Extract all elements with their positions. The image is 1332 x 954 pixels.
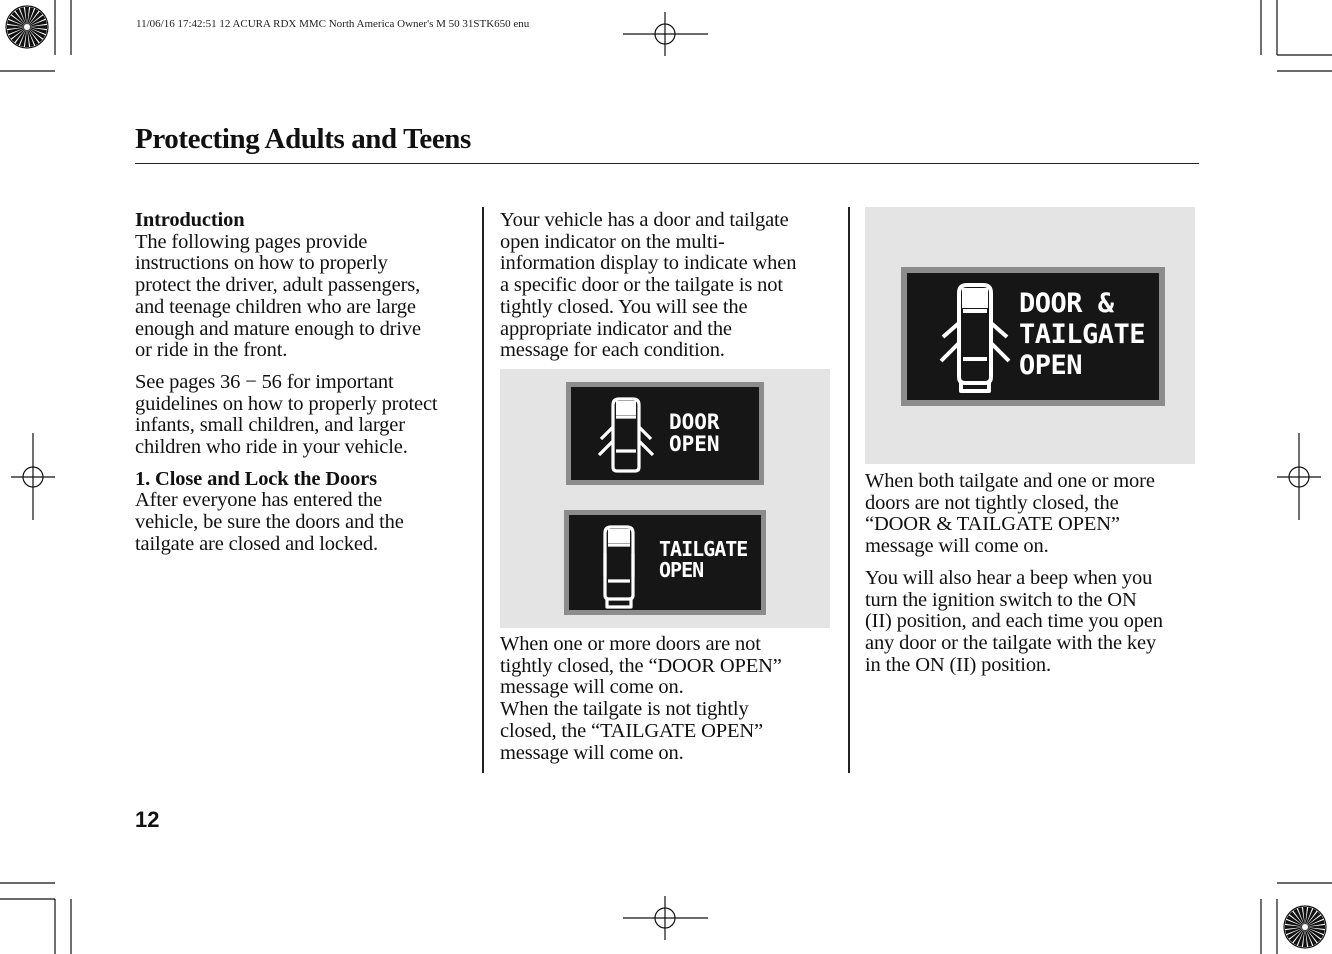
- car-all-open-icon: [929, 279, 1021, 395]
- column-divider-1: [482, 207, 484, 773]
- column-divider-2: [848, 207, 850, 773]
- title-rule: [135, 163, 1199, 164]
- door-and-tailgate-open-display: [901, 267, 1165, 406]
- print-info-line: 11/06/16 17:42:51 12 ACURA RDX MMC North America Owner's M 50 31STK650 enu: [136, 18, 530, 30]
- intro-heading: Introduction: [135, 209, 245, 231]
- door-and-tailgate-display-figure: [865, 207, 1195, 464]
- door-tailgate-display-figure: [500, 369, 830, 628]
- door-open-display-text: DOOR OPEN: [669, 410, 720, 457]
- door-and-tailgate-caption: When both tailgate and one or more doors are not tightly closed, the “DOOR & TAILGATE OPEN” message will come on.: [865, 470, 1155, 558]
- step1-heading: 1. Close and Lock the Doors: [135, 467, 377, 490]
- tailgate-open-display: [564, 510, 766, 615]
- tailgate-open-display-text: TAILGATE OPEN: [659, 537, 748, 582]
- tailgate-open-caption: When the tailgate is not tightly closed, the “TAILGATE OPEN” message will come on.: [500, 698, 764, 764]
- beep-text: You will also hear a beep when you turn the ignition switch to the ON (II) position, and each time you open any door or the tailgate with the key in the ON (II) position.: [865, 566, 1163, 676]
- door-and-tailgate-display-text: DOOR & TAILGATE OPEN: [1019, 288, 1146, 381]
- column-2-intro: [500, 210, 840, 362]
- car-tailgate-open-icon: [589, 519, 649, 609]
- step1-text: After everyone has entered the vehicle, be sure the doors and the tailgate are closed and locked.: [135, 489, 404, 555]
- column-3-text: [865, 471, 1205, 676]
- indicator-intro-text: Your vehicle has a door and tailgate open indicator on the multi- information display to indicate when a specific door or the tailgate is not tightly closed. You will see the appropriate indicator and the message for each condition.: [500, 209, 797, 362]
- column-1: [135, 210, 475, 556]
- door-open-display: [566, 382, 764, 485]
- page-title: Protecting Adults and Teens: [135, 123, 471, 155]
- see-pages-text: See pages 36 − 56 for important guidelines on how to properly protect infants, small children, and larger children who ride in your vehicle.: [135, 370, 438, 459]
- car-doors-open-icon: [591, 395, 661, 475]
- page-number: 12: [135, 807, 160, 832]
- door-open-caption: When one or more doors are not tightly closed, the “DOOR OPEN” message will come on.: [500, 633, 782, 699]
- column-2-captions: [500, 634, 840, 764]
- intro-text: The following pages provide instructions on how to properly protect the driver, adult passengers, and teenage children who are large enough and mature enough to drive or ride in the front.: [135, 230, 421, 362]
